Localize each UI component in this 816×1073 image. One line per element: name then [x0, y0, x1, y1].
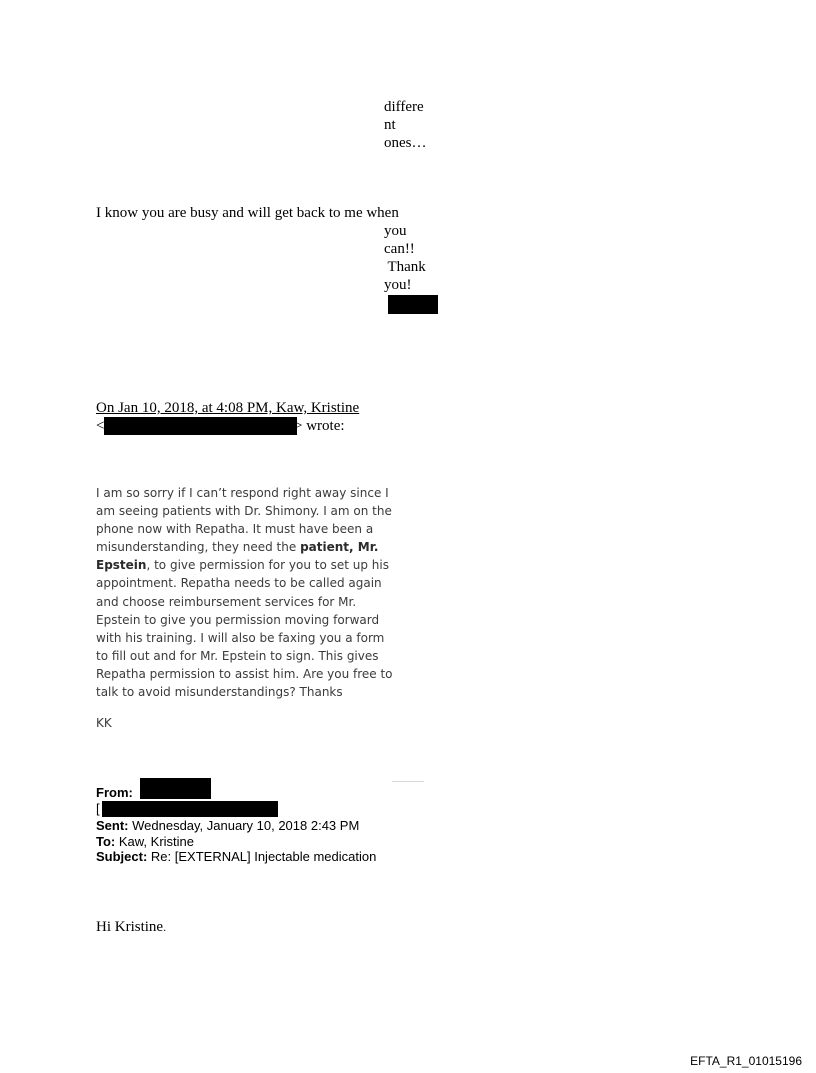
message-part2: , to give permission for you to set up his appointment. Repatha needs to be called again and choose reimbursement services for Mr. Epstein to give you permission moving forward with his training. I will also be faxing you a form to fill out and for Mr. Epstein to sign. This gives Repatha permission to assist him. Are you free to talk to avoid misunderstandings? Thanks [96, 558, 393, 700]
greeting-text: Hi Kristine [96, 919, 164, 935]
busy-tail-line: you! [384, 277, 412, 293]
subject-label: Subject: [96, 849, 148, 864]
message-part1: I am so sorry if I can’t respond right away since I am seeing patients with Dr. Shimony. I am on the phone now with Repatha. It must have been a misunderstanding, they need the [96, 486, 392, 555]
greeting [96, 918, 166, 936]
fragment-line: differe [384, 99, 424, 115]
busy-tail-line: Thank [384, 259, 426, 275]
quote-header-open: < [96, 418, 105, 434]
to-row [96, 834, 416, 849]
quote-header-wrote: > wrote: [294, 418, 345, 434]
redaction-from-email [102, 801, 278, 817]
busy-line: I know you are busy and will get back to me when [96, 205, 399, 221]
redaction-signature [388, 295, 438, 314]
busy-tail-line: can!! [384, 241, 415, 257]
fragment-line: ones… [384, 135, 427, 151]
subject-row [96, 849, 416, 864]
from-label: From: [96, 785, 133, 800]
busy-tail [384, 222, 444, 294]
bracket-row: [ [96, 801, 100, 816]
redaction-email [104, 417, 297, 435]
greeting-period: . [163, 920, 167, 934]
message-body [96, 484, 396, 701]
divider [392, 781, 424, 782]
sent-row [96, 818, 416, 833]
redaction-from-name [140, 778, 211, 799]
document-id: EFTA_R1_01015196 [690, 1054, 802, 1068]
to-label: To: [96, 834, 116, 849]
subject-value: Re: [EXTERNAL] Injectable medication [147, 849, 377, 864]
signoff: KK [96, 716, 112, 730]
message-bold: patient, Mr. Epstein [96, 540, 379, 573]
busy-tail-line: you [384, 223, 407, 239]
quote-header-line1: On Jan 10, 2018, at 4:08 PM, Kaw, Kristine [96, 400, 360, 416]
top-fragment [384, 98, 444, 152]
sent-value: Wednesday, January 10, 2018 2:43 PM [128, 818, 360, 833]
sent-label: Sent: [96, 818, 129, 833]
fragment-line: nt [384, 117, 396, 133]
to-value: Kaw, Kristine [115, 834, 195, 849]
